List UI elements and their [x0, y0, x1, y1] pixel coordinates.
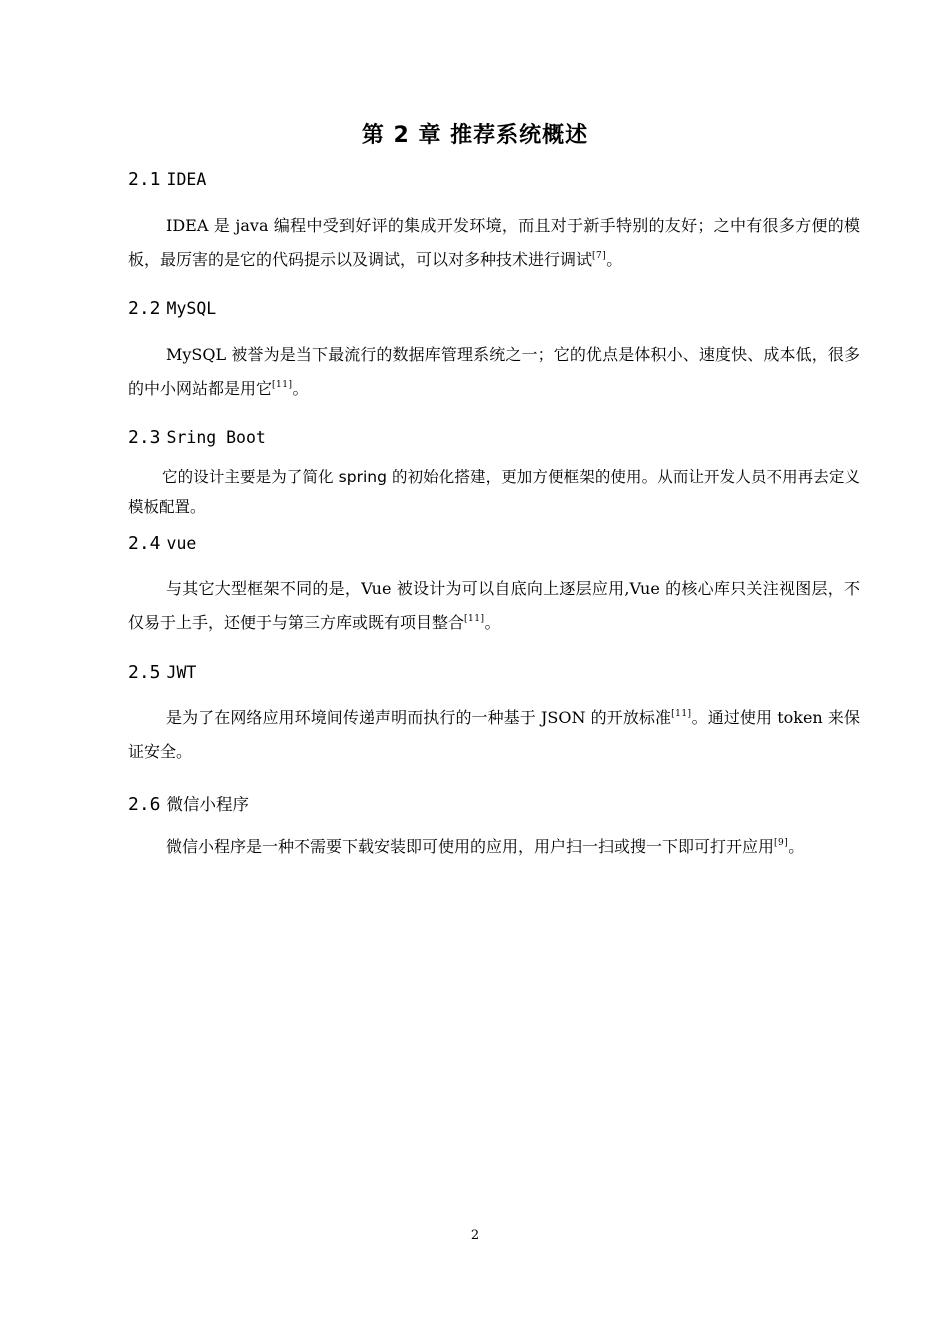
citation-ref: [11]: [272, 380, 293, 390]
paragraph-text: 与其它大型框架不同的是，Vue 被设计为可以自底向上逐层应用,Vue 的核心库只关注视图层，不仅易于上手，还便于与第三方库或既有项目整合: [128, 579, 860, 632]
section-heading-wechat-mini-program: [128, 791, 249, 815]
section-heading-spring-boot: [128, 427, 266, 448]
citation-ref: [11]: [464, 614, 485, 624]
paragraph-vue: [128, 572, 860, 640]
section-heading-idea: [128, 169, 206, 190]
chapter-title: 第 2 章 推荐系统概述: [361, 123, 589, 148]
paragraph-idea: [128, 209, 860, 277]
section-number: 2.5: [128, 662, 161, 683]
section-heading-jwt: [128, 662, 196, 683]
paragraph-text: MySQL 被誉为是当下最流行的数据库管理系统之一；它的优点是体积小、速度快、成本低，很多的中小网站都是用它: [128, 345, 860, 398]
paragraph-tail: 。: [788, 837, 805, 856]
section-heading-mysql: [128, 298, 216, 319]
paragraph-text: 微信小程序是一种不需要下载安装即可使用的应用，用户扫一扫或搜一下即可打开应用: [166, 837, 775, 856]
paragraph-text: IDEA 是 java 编程中受到好评的集成开发环境，而且对于新手特别的友好；之中有很多方便的模板，最厉害的是它的代码提示以及调试，可以对多种技术进行调试: [128, 216, 860, 269]
section-title: Sring Boot: [166, 428, 266, 447]
section-title: JWT: [166, 663, 197, 682]
section-heading-vue: [128, 533, 196, 554]
section-number: 2.3: [128, 427, 161, 448]
section-title: IDEA: [166, 170, 207, 189]
paragraph-tail: 。: [606, 250, 623, 269]
section-number: 2.2: [128, 298, 161, 319]
page-number: 2: [470, 1228, 480, 1243]
paragraph-jwt: [128, 701, 860, 769]
paragraph-tail: 。通过使用 token 来保证安全。: [128, 708, 860, 761]
citation-ref: [9]: [774, 838, 789, 848]
section-number: 2.4: [128, 533, 161, 554]
section-number: 2.6: [128, 794, 161, 815]
paragraph-text: 是为了在网络应用环境间传递声明而执行的一种基于 JSON 的开放标准: [166, 708, 672, 727]
paragraph-text: 它的设计主要是为了简化 spring 的初始化搭建，更加方便框架的使用。从而让开发人员不用再去定义模板配置。: [128, 468, 860, 516]
paragraph-spring-boot: [128, 462, 860, 522]
section-title: vue: [166, 534, 197, 553]
section-title: 微信小程序: [166, 795, 250, 814]
citation-ref: [7]: [592, 251, 607, 261]
paragraph-tail: 。: [292, 379, 309, 398]
section-title: MySQL: [166, 299, 217, 318]
paragraph-tail: 。: [484, 613, 501, 632]
section-number: 2.1: [128, 169, 161, 190]
paragraph-wechat-mini-program: [128, 830, 860, 864]
citation-ref: [11]: [671, 709, 692, 719]
paragraph-mysql: [128, 338, 860, 406]
